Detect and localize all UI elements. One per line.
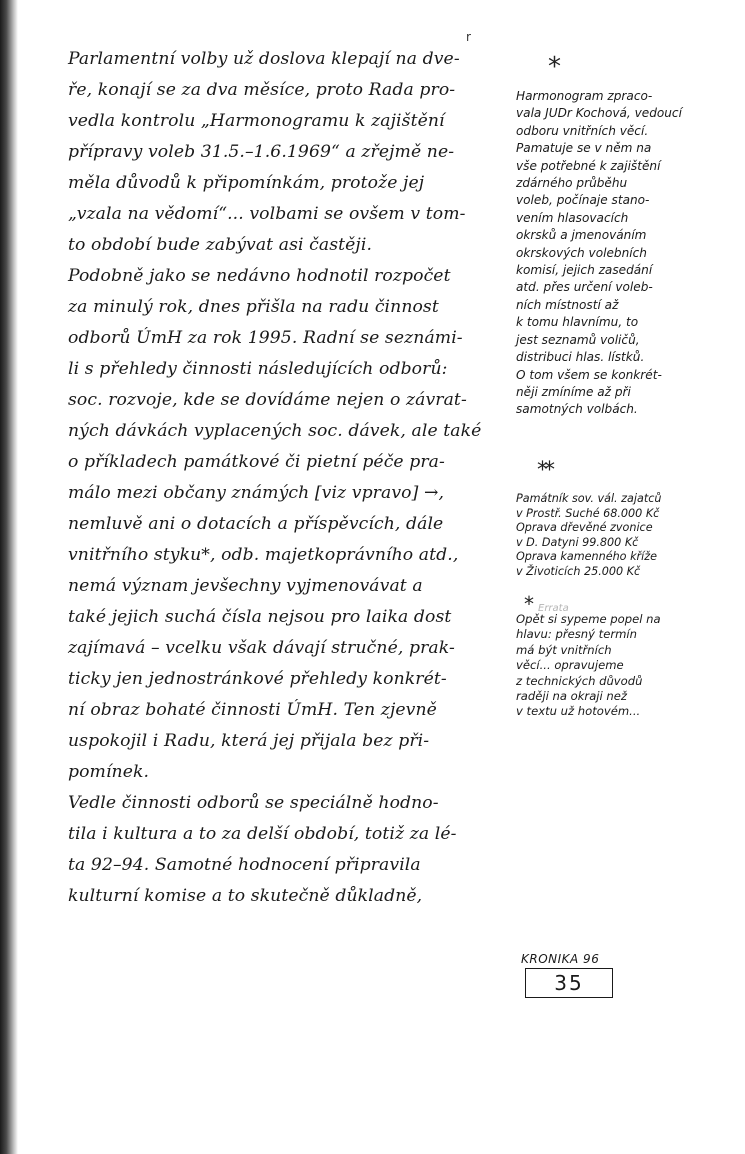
side-note-line: atd. přes určení voleb- (516, 280, 653, 295)
main-line: také jejich suchá čísla nejsou pro laika dost (68, 607, 452, 627)
main-line: „vzala na vědomí“... volbami se ovšem v tom- (68, 204, 466, 224)
main-line: uspokojil i Radu, která jej přijala bez při- (68, 731, 430, 751)
side-note-line: Pamatuje se v něm na (516, 141, 652, 156)
side-note-line: okrsků a jmenováním (516, 228, 647, 243)
page-number: 35 (554, 971, 584, 995)
side-note-line: zdárného průběhu (516, 176, 628, 191)
side-note-line: Památník sov. vál. zajatců (516, 492, 662, 505)
footnote-star-glyph: * (524, 592, 534, 616)
main-line: ticky jen jednostránkové přehledy konkrét- (68, 669, 447, 689)
main-line: Parlamentní volby už doslova klepají na dve- (68, 49, 460, 69)
main-line: kulturní komise a to skutečně důkladně, (68, 886, 423, 906)
main-line: Vedle činnosti odborů se speciálně hodno- (68, 793, 439, 813)
side-note-line: Oprava dřevěné zvonice (516, 521, 653, 535)
side-note-line: vše potřebné k zajištění (516, 158, 661, 173)
faint-erased-text: Errata (538, 603, 569, 614)
side-note-line: komisí, jejich zasedání (516, 263, 653, 278)
main-line: ře, konají se za dva měsíce, proto Rada pro- (68, 80, 456, 100)
side-note-line: ních místností až (516, 297, 619, 312)
main-line: vnitřního styku*, odb. majetkoprávního atd., (68, 545, 459, 565)
main-line: nemá význam jevšechny vyjmenovávat a (68, 576, 423, 596)
side-note-line: samotných volbách. (516, 402, 638, 417)
main-line: Podobně jako se nedávno hodnotil rozpočet (68, 266, 451, 286)
side-note-harmonogram (516, 88, 716, 419)
main-line: odborů ÚmH za rok 1995. Radní se seznámi- (68, 328, 463, 348)
side-note-monuments (516, 492, 716, 580)
page-binding-edge (0, 0, 18, 1154)
side-note-line: hlavu: přesný termín (516, 627, 637, 642)
main-line: ných dávkách vyplacených soc. dávek, ale také (68, 421, 482, 441)
side-note-line: distribuci hlas. lístků. (516, 350, 645, 365)
main-line: vedla kontrolu „Harmonogramu k zajištění (68, 111, 445, 131)
side-note-line: něji zmíníme až při (516, 384, 631, 399)
corner-mark: r (466, 30, 471, 44)
side-note-line: voleb, počínaje stano- (516, 193, 650, 208)
side-note-line: okrskových volebních (516, 245, 647, 260)
side-note-line: raději na okraji než (516, 689, 628, 704)
side-note-line: k tomu hlavnímu, to (516, 315, 639, 330)
footnote-double-star-icon: ** (537, 458, 551, 483)
side-note-line: v Prostř. Suché 68.000 Kč (516, 506, 660, 520)
side-note-line: vením hlasovacích (516, 210, 629, 225)
main-line: přípravy voleb 31.5.–1.6.1969“ a zřejmě ne- (68, 142, 455, 162)
side-note-line: v D. Datyni 99.800 Kč (516, 535, 639, 549)
main-line: ta 92–94. Samotné hodnocení připravila (68, 855, 421, 875)
main-line: li s přehledy činnosti následujících odborů: (68, 359, 448, 379)
main-line: ní obraz bohaté činnosti ÚmH. Ten zjevně (68, 700, 437, 720)
main-line: pomínek. (68, 762, 150, 782)
side-note-line: O tom všem se konkrét- (516, 367, 662, 382)
main-line: měla důvodů k připomínkám, protože jej (68, 173, 425, 193)
main-line: za minulý rok, dnes přišla na radu činnost (68, 297, 439, 317)
side-note-line: Harmonogram zpraco- (516, 89, 653, 103)
side-note-line: má být vnitřních (516, 642, 612, 657)
main-line: tila i kultura a to za delší období, totiž za lé- (68, 824, 457, 844)
main-line: málo mezi občany známých [viz vpravo] →, (68, 483, 445, 503)
side-note-line: z technických důvodů (516, 673, 643, 688)
side-note-line: věcí... opravujeme (516, 658, 624, 673)
main-line: zajímavá – vcelku však dávají stručné, prak- (68, 638, 455, 658)
main-text (68, 44, 516, 912)
main-line: o příkladech památkové či pietní péče pra- (68, 452, 445, 472)
main-line: soc. rozvoje, kde se dovídáme nejen o závrat- (68, 390, 467, 410)
side-note-line: Oprava kamenného kříže (516, 550, 658, 564)
chronicle-label: KRONIKA 96 (521, 952, 600, 966)
side-note-line: v textu už hotovém... (516, 704, 641, 719)
main-line: nemluvě ani o dotacích a příspěvcích, dále (68, 514, 444, 534)
footnote-star-icon: * (548, 52, 561, 82)
page-number-box (525, 968, 613, 998)
side-note-line: vala JUDr Kochová, vedoucí (516, 106, 682, 121)
main-line: to období bude zabývat asi častěji. (68, 235, 373, 255)
side-note-line: odboru vnitřních věcí. (516, 123, 649, 138)
side-note-correction (516, 612, 716, 720)
side-note-line: jest seznamů voličů, (516, 332, 640, 347)
side-note-line: Opět si sypeme popel na (516, 612, 661, 626)
side-note-line: v Životicích 25.000 Kč (516, 564, 641, 578)
